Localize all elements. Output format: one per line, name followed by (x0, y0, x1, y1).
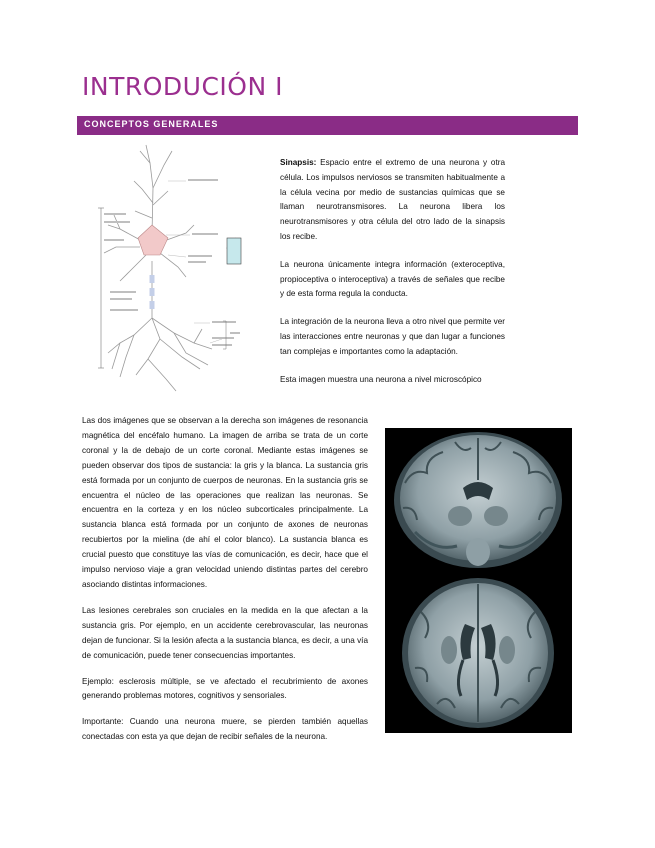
right-text-column (280, 156, 505, 400)
soma-shape (138, 225, 168, 255)
neuron-diagram (90, 143, 262, 398)
sinapsis-label: Sinapsis: (280, 158, 317, 167)
mri-images (385, 428, 572, 733)
resonancia-paragraph: Las dos imágenes que se observan a la derecha son imágenes de resonancia magnética del encéfalo humano. La imagen de arriba se trata de un corte coronal y la de debajo de un corte coronal. Mediante estas imágenes se pueden observar dos tipos de sustancia: la gris y la blanca. La sustancia gris está formada por un conjunto de cuerpos de neuronas. En la sustancia gris se encuentra el núcleo de las operaciones que realizan las neuronas. Se encuentra en la corteza y en los núcleo subcorticales principalmente. La sustancia blanca está formada por un conjunto de axones de neuronas recubiertos por la mielina (de ahí el color blanco). La sustancia blanca es crucial puesto que constituye las vías de comunicación, es decir, hace que el impulso nervioso viaje a gran velocidad uniendo distintas partes del cerebro asociando distintas informaciones. (82, 416, 368, 589)
importante-label: Importante: (82, 717, 124, 727)
mri-axial-slice (402, 578, 554, 728)
mri-coronal-slice (394, 432, 562, 568)
importante-paragraph (82, 715, 368, 745)
section-header-bar (77, 116, 578, 135)
lesiones-paragraph: Las lesiones cerebrales son cruciales en la medida en la que afectan a la sustancia gris. Por ejemplo, en un accidente cerebrovascular, las neuronas dejan de funcionar. Si la lesión afecta a la sustancia blanca, es decir, a una vía de comunicación, puede tener consecuencias importantes. (82, 605, 368, 660)
sinapsis-text: Espacio entre el extremo de una neurona y otra célula. Los impulsos nerviosos se transmiten habitualmente a la célula vecina por medio de sustancias químicas que se llaman neurotransmisores. La neurona libera los neurotransmisores y otra célula del otro lado de la sinapsis los recibe. (280, 158, 505, 241)
diagram-callout-box (227, 238, 241, 264)
ejemplo-paragraph (82, 675, 368, 705)
left-text-column (82, 414, 368, 756)
section-header-label: CONCEPTOS GENERALES (84, 119, 219, 129)
ejemplo-text: esclerosis múltiple, se ve afectado el recubrimiento de axones generando problemas motores, cognitivos y sensoriales. (82, 676, 368, 701)
page-title: INTRODUCIÓN I (82, 72, 283, 101)
importante-text: Cuando una neurona muere, se pierden también aquellas conectadas con esta ya que dejan de recibir señales de la neurona. (82, 717, 368, 742)
image-caption: Esta imagen muestra una neurona a nivel microscópico (280, 374, 482, 384)
neurona-integra-paragraph: La neurona únicamente integra información (exteroceptiva, propioceptiva o interoceptiva) a través de señales que recibe y de esta forma regula la conducta. (280, 259, 505, 299)
ejemplo-label: Ejemplo: (82, 676, 114, 686)
integracion-paragraph: La integración de la neurona lleva a otro nivel que permite ver las interacciones entre neuronas y que dan lugar a funciones tan complejas e importantes como la adaptación. (280, 317, 505, 356)
sinapsis-paragraph (280, 156, 505, 245)
